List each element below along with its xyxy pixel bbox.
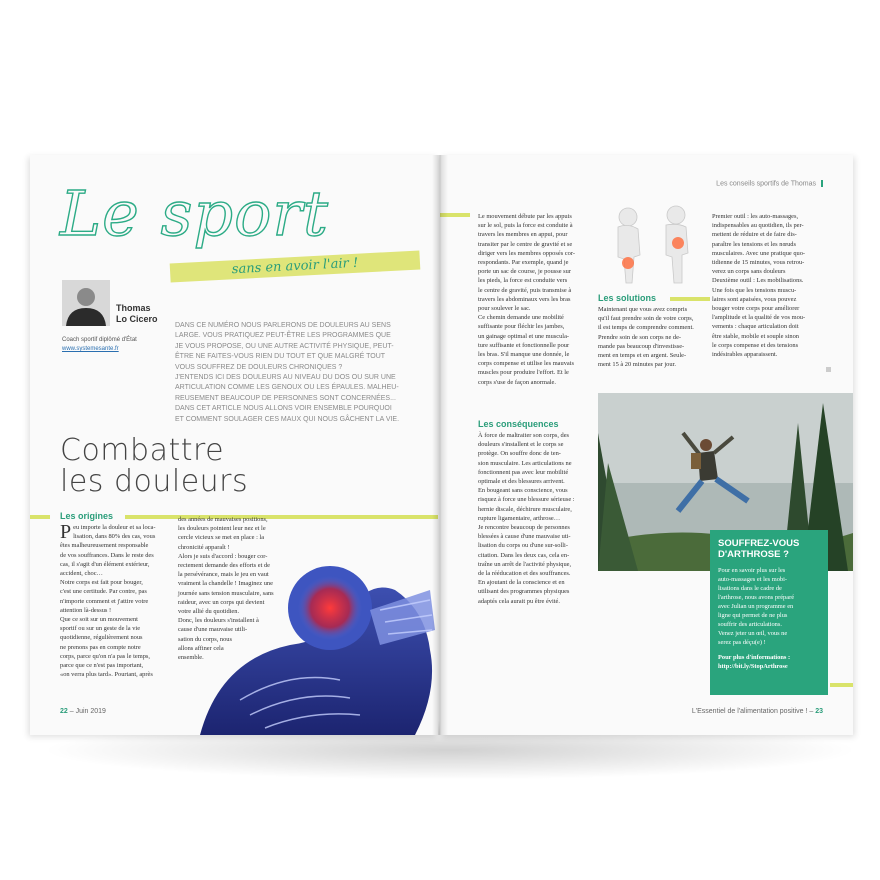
text-line: Pour en savoir plus sur les	[718, 567, 786, 574]
text-line: musculaires. Avec une pratique quo-	[712, 249, 806, 257]
text-line: allons affiner cela	[178, 644, 224, 652]
text-line: Venez jeter un œil, vous ne	[718, 630, 788, 637]
text-line: J'ENTENDS ICI DES DOULEURS AU NIVEAU DU DOS OU SUR UNE	[175, 374, 396, 382]
text-line: le centre de gravité, puis transmise à	[478, 286, 572, 294]
text-line: hernie discale, déchirure musculaire,	[478, 505, 572, 513]
text-line: lisations dans le cadre de	[718, 585, 782, 592]
text-line: ÊTRE NE FAITES-VOUS RIEN DU TOUT ET QUE MALGRÉ TOUT	[175, 353, 386, 361]
text-line: accident, choc…	[60, 570, 103, 578]
author-last-name: Lo Cicero	[116, 314, 158, 324]
text-line: suffisante pour fléchir les jambes,	[478, 323, 565, 331]
running-head: Les conseils sportifs de Thomas	[716, 180, 823, 187]
callout-text	[718, 566, 820, 647]
text-line: utilisant des programmes physiques	[478, 588, 570, 596]
text-line: la persévérance, mais le jeu en vaut	[178, 571, 269, 579]
article-heading-line1: Combattre	[60, 433, 225, 468]
text-line: bouger votre corps pour améliorer	[712, 305, 800, 313]
text-line: ligne qui permet de ne plus	[718, 612, 788, 619]
text-line: les douleurs pointent leur nez et le	[178, 525, 266, 533]
text-line: qu'il faut prendre soin de votre corps,	[598, 315, 694, 323]
text-line: muscles pour produire l'effort. Et le	[478, 369, 569, 377]
author-first-name: Thomas	[116, 303, 151, 313]
text-line: corps, parce qu'on n'a pas le temps,	[60, 652, 150, 660]
text-line: citation. Dans les deux cas, cela en-	[478, 551, 570, 559]
issue-date: – Juin 2019	[69, 708, 106, 715]
column-consequences	[478, 431, 590, 606]
text-line: respondants. Par exemple, quand je	[478, 259, 569, 267]
text-line: souffrir des articulations.	[718, 621, 782, 628]
text-line: journée sans tension musculaire, sans	[178, 589, 274, 597]
text-line: risquez à force une blessure sérieuse :	[478, 496, 575, 504]
text-line: DANS CE NUMÉRO NOUS PARLERONS DE DOULEURS AU SENS	[175, 322, 391, 329]
text-line: laires sont apaisées, vous pouvez	[712, 295, 797, 303]
arthrose-callout-box	[710, 530, 828, 695]
text-line: Une fois que les tensions muscu-	[712, 286, 797, 294]
text-line: n'importe comment et j'attire votre	[60, 597, 149, 605]
text-line: attention là-dessus !	[60, 606, 112, 614]
text-line: Maintenant que vous avez compris	[598, 306, 688, 313]
text-line: des années de mauvaises positions,	[178, 516, 268, 523]
text-line: ARTICULATION COMME LES GENOUX OU LES ÉPAULES. MALHEU-	[175, 384, 399, 392]
page-number-left: 22	[60, 708, 68, 715]
text-line: ET COMMENT SOULAGER CES MAUX QUI NOUS GÂCHENT LA VIE.	[175, 415, 400, 423]
magazine-name: L'Essentiel de l'alimentation positive ! –	[691, 708, 814, 715]
text-line: chronicité apparaît !	[178, 543, 230, 551]
text-line: l'arthrose, nous avons préparé	[718, 594, 795, 601]
article-heading	[60, 435, 248, 497]
text-line: sation du corps, nous	[178, 635, 232, 643]
text-line: JE VOUS PROPOSE, OU UNE AUTRE ACTIVITÉ PHYSIQUE, PEUT-	[175, 342, 394, 350]
text-line: adaptés cela aurait pu être évité.	[478, 597, 560, 605]
callout-heading-2: D'ARTHROSE ?	[718, 549, 789, 560]
text-line: pour soulever le sac.	[478, 305, 531, 313]
text-line: Notre corps est fait pour bouger,	[60, 579, 143, 587]
article-heading-line2: les douleurs	[60, 464, 249, 499]
text-line: cas, il s'agit d'un élément extérieur,	[60, 560, 150, 568]
text-line: optimale et des blessures arrivent.	[478, 478, 565, 486]
section-heading-solutions: Les solutions	[598, 293, 657, 303]
right-page	[440, 155, 853, 735]
text-line: En bougeant sans conscience, vous	[478, 487, 568, 495]
text-line: diriger vers les membres opposés cor-	[478, 249, 575, 257]
text-line: vraiment la chandelle ! Imaginez une	[178, 580, 273, 588]
text-line: corps s'use de façon anormale.	[478, 378, 556, 386]
text-line: il est temps de comprendre comment.	[598, 324, 694, 332]
text-line: VOUS SOUFFREZ DE DOULEURS CHRONIQUES ?	[175, 363, 343, 371]
text-line: le corps compense et des tensions	[712, 341, 799, 349]
text-line: travers les abdominaux vers les bras	[478, 295, 571, 303]
text-line: transiter par le centre de gravité et se	[478, 240, 573, 248]
page-number-right: 23	[815, 708, 823, 715]
page-subtitle: sans en avoir l'air !	[170, 250, 421, 282]
text-line: tidienne de 15 minutes, vous retrou-	[712, 259, 805, 267]
callout-info-label: Pour plus d'informations :	[718, 654, 791, 661]
intro-paragraph	[175, 321, 430, 425]
text-line: LARGE. VOUS PRATIQUEZ PEUT-ÊTRE LES PROGRAMMES QUE	[175, 332, 391, 340]
text-line: fonctionnent pas avec leur mobilité	[478, 468, 569, 476]
text-line: cause d'une mauvaise utili-	[178, 626, 248, 634]
text-line: un gainage optimal et une muscula-	[478, 332, 570, 340]
text-line: protège. On souffre donc de ten-	[478, 450, 561, 458]
text-line: serez pas déçu(e) !	[718, 639, 766, 646]
text-line: REUSEMENT BEAUCOUP DE PERSONNES SONT CONCERNÉES...	[175, 394, 396, 402]
column-solutions	[598, 305, 708, 369]
text-line: indispensables au quotidien, ils per-	[712, 222, 804, 230]
text-line: ensemble.	[178, 654, 204, 662]
text-line: ment 15 à 20 minutes par jour.	[598, 361, 676, 369]
text-line: l'amplitude et la qualité de vos mou-	[712, 314, 806, 322]
text-line: quotidienne, régulièrement nous	[60, 634, 143, 642]
text-line: parce que ce n'est pas important,	[60, 662, 144, 670]
text-line: DANS CET ARTICLE NOUS ALLONS VOIR ENSEMBLE POURQUOI	[175, 405, 392, 413]
author-website-link[interactable]: www.systemesante.fr	[62, 346, 119, 352]
column-right-1	[478, 212, 590, 387]
author-photo	[62, 280, 110, 326]
text-line: Que ce soit sur un mouvement	[60, 616, 138, 624]
left-page	[30, 155, 438, 735]
text-line: travers les membres en appui, pour	[478, 231, 568, 239]
text-line: Prendre soin de son corps ne de-	[598, 333, 682, 341]
text-line: mettent de réduire et de faire dis-	[712, 231, 797, 239]
text-line: avec Julian un programme en	[718, 603, 794, 610]
accent-bar	[30, 515, 50, 519]
text-line: corps compense et utilise les mauvais	[478, 360, 575, 368]
section-heading-origines: Les origines	[60, 511, 114, 521]
text-line: À force de maltraiter son corps, des	[478, 432, 570, 439]
text-line: cercle vicieux se met en place : la	[178, 534, 265, 542]
callout-heading-1: SOUFFREZ-VOUS	[718, 538, 800, 549]
column-origines-1	[60, 523, 170, 679]
text-line: «on verra plus tard». Pourtant, après	[60, 671, 153, 679]
spine-gutter	[432, 155, 448, 735]
text-line: de la rééducation et des souffrances.	[478, 570, 571, 578]
text-line: Je rencontre beaucoup de personnes	[478, 524, 570, 532]
text-line: sportif ou sur un geste de la vie	[60, 625, 141, 633]
text-line: les pieds, la force est conduite vers	[478, 277, 568, 285]
text-line: verez un corps sans douleurs	[712, 268, 786, 276]
text-line: les bras. S'il manque une donnée, le	[478, 351, 570, 359]
text-line: Premier outil : les auto-massages,	[712, 213, 799, 220]
text-line: En ajoutant de la conscience et en	[478, 579, 565, 587]
text-line: paraître les tensions et les nœuds	[712, 240, 796, 248]
text-line: Deuxième outil : Les mobilisations.	[712, 277, 804, 285]
text-line: blessées à cause d'une mauvaise uti-	[478, 533, 571, 541]
text-line: ne prenons pas en compte notre	[60, 643, 141, 651]
text-line: porte un sac de course, je pousse sur	[478, 268, 571, 276]
text-line: Ce chemin demande une mobilité	[478, 314, 564, 322]
column-1-text	[60, 523, 170, 679]
text-line: auto-massages et les mobi-	[718, 576, 788, 583]
callout-link[interactable]: http://bit.ly/StopArthrose	[718, 663, 788, 670]
skeleton-pain-illustration	[180, 550, 438, 735]
end-mark	[826, 367, 831, 372]
text-line: votre allié du quotidien.	[178, 608, 240, 616]
text-line: eu importe la douleur et sa loca-	[73, 524, 156, 531]
text-line: douleurs s'installent et le corps se	[478, 441, 564, 449]
text-line: êtes malheureusement responsable	[60, 542, 149, 550]
text-line: ture suffisante et fonctionnelle pour	[478, 341, 570, 349]
text-line: raideur, avec un corps qui devient	[178, 598, 265, 606]
text-line: rupture ligamentaire, arthrose…	[478, 514, 561, 522]
3d-figures-pain-illustration	[598, 205, 703, 289]
text-line: rectement demande des efforts et de	[178, 562, 270, 570]
text-line: ment en temps et en argent. Seule-	[598, 352, 687, 360]
text-line: être stable, mobile et souple sinon	[712, 332, 799, 340]
text-line: sur le sol, puis la force est conduite à	[478, 222, 573, 230]
accent-bar	[670, 297, 710, 301]
page-title: Le sport	[60, 177, 329, 250]
text-line: Donc, les douleurs s'installent à	[178, 617, 259, 625]
author-role: Coach sportif diplômé d'État	[62, 337, 137, 343]
text-line: mande pas beaucoup d'investisse-	[598, 342, 685, 350]
text-line: indésirables apparaissent.	[712, 351, 778, 359]
text-line: sion musculaire. Les articulations ne	[478, 459, 572, 467]
column-right-3	[712, 212, 830, 359]
text-line: traîne un arrêt de l'activité physique,	[478, 560, 572, 568]
text-line: lisation, dans 80% des cas, vous	[73, 533, 156, 541]
section-heading-consequences: Les conséquences	[478, 419, 559, 429]
text-line: lisation du corps ou d'une sur-solli-	[478, 542, 568, 550]
text-line: Le mouvement débute par les appuis	[478, 213, 572, 220]
accent-bar	[830, 683, 853, 687]
text-line: de vos souffrances. Dans le reste des	[60, 551, 154, 559]
text-line: c'est une certitude. Par contre, pas	[60, 588, 147, 596]
drop-cap: P	[60, 521, 72, 543]
text-line: vements : chaque articulation doit	[712, 323, 799, 331]
text-line: Alors je suis d'accord : bouger cor-	[178, 552, 268, 560]
